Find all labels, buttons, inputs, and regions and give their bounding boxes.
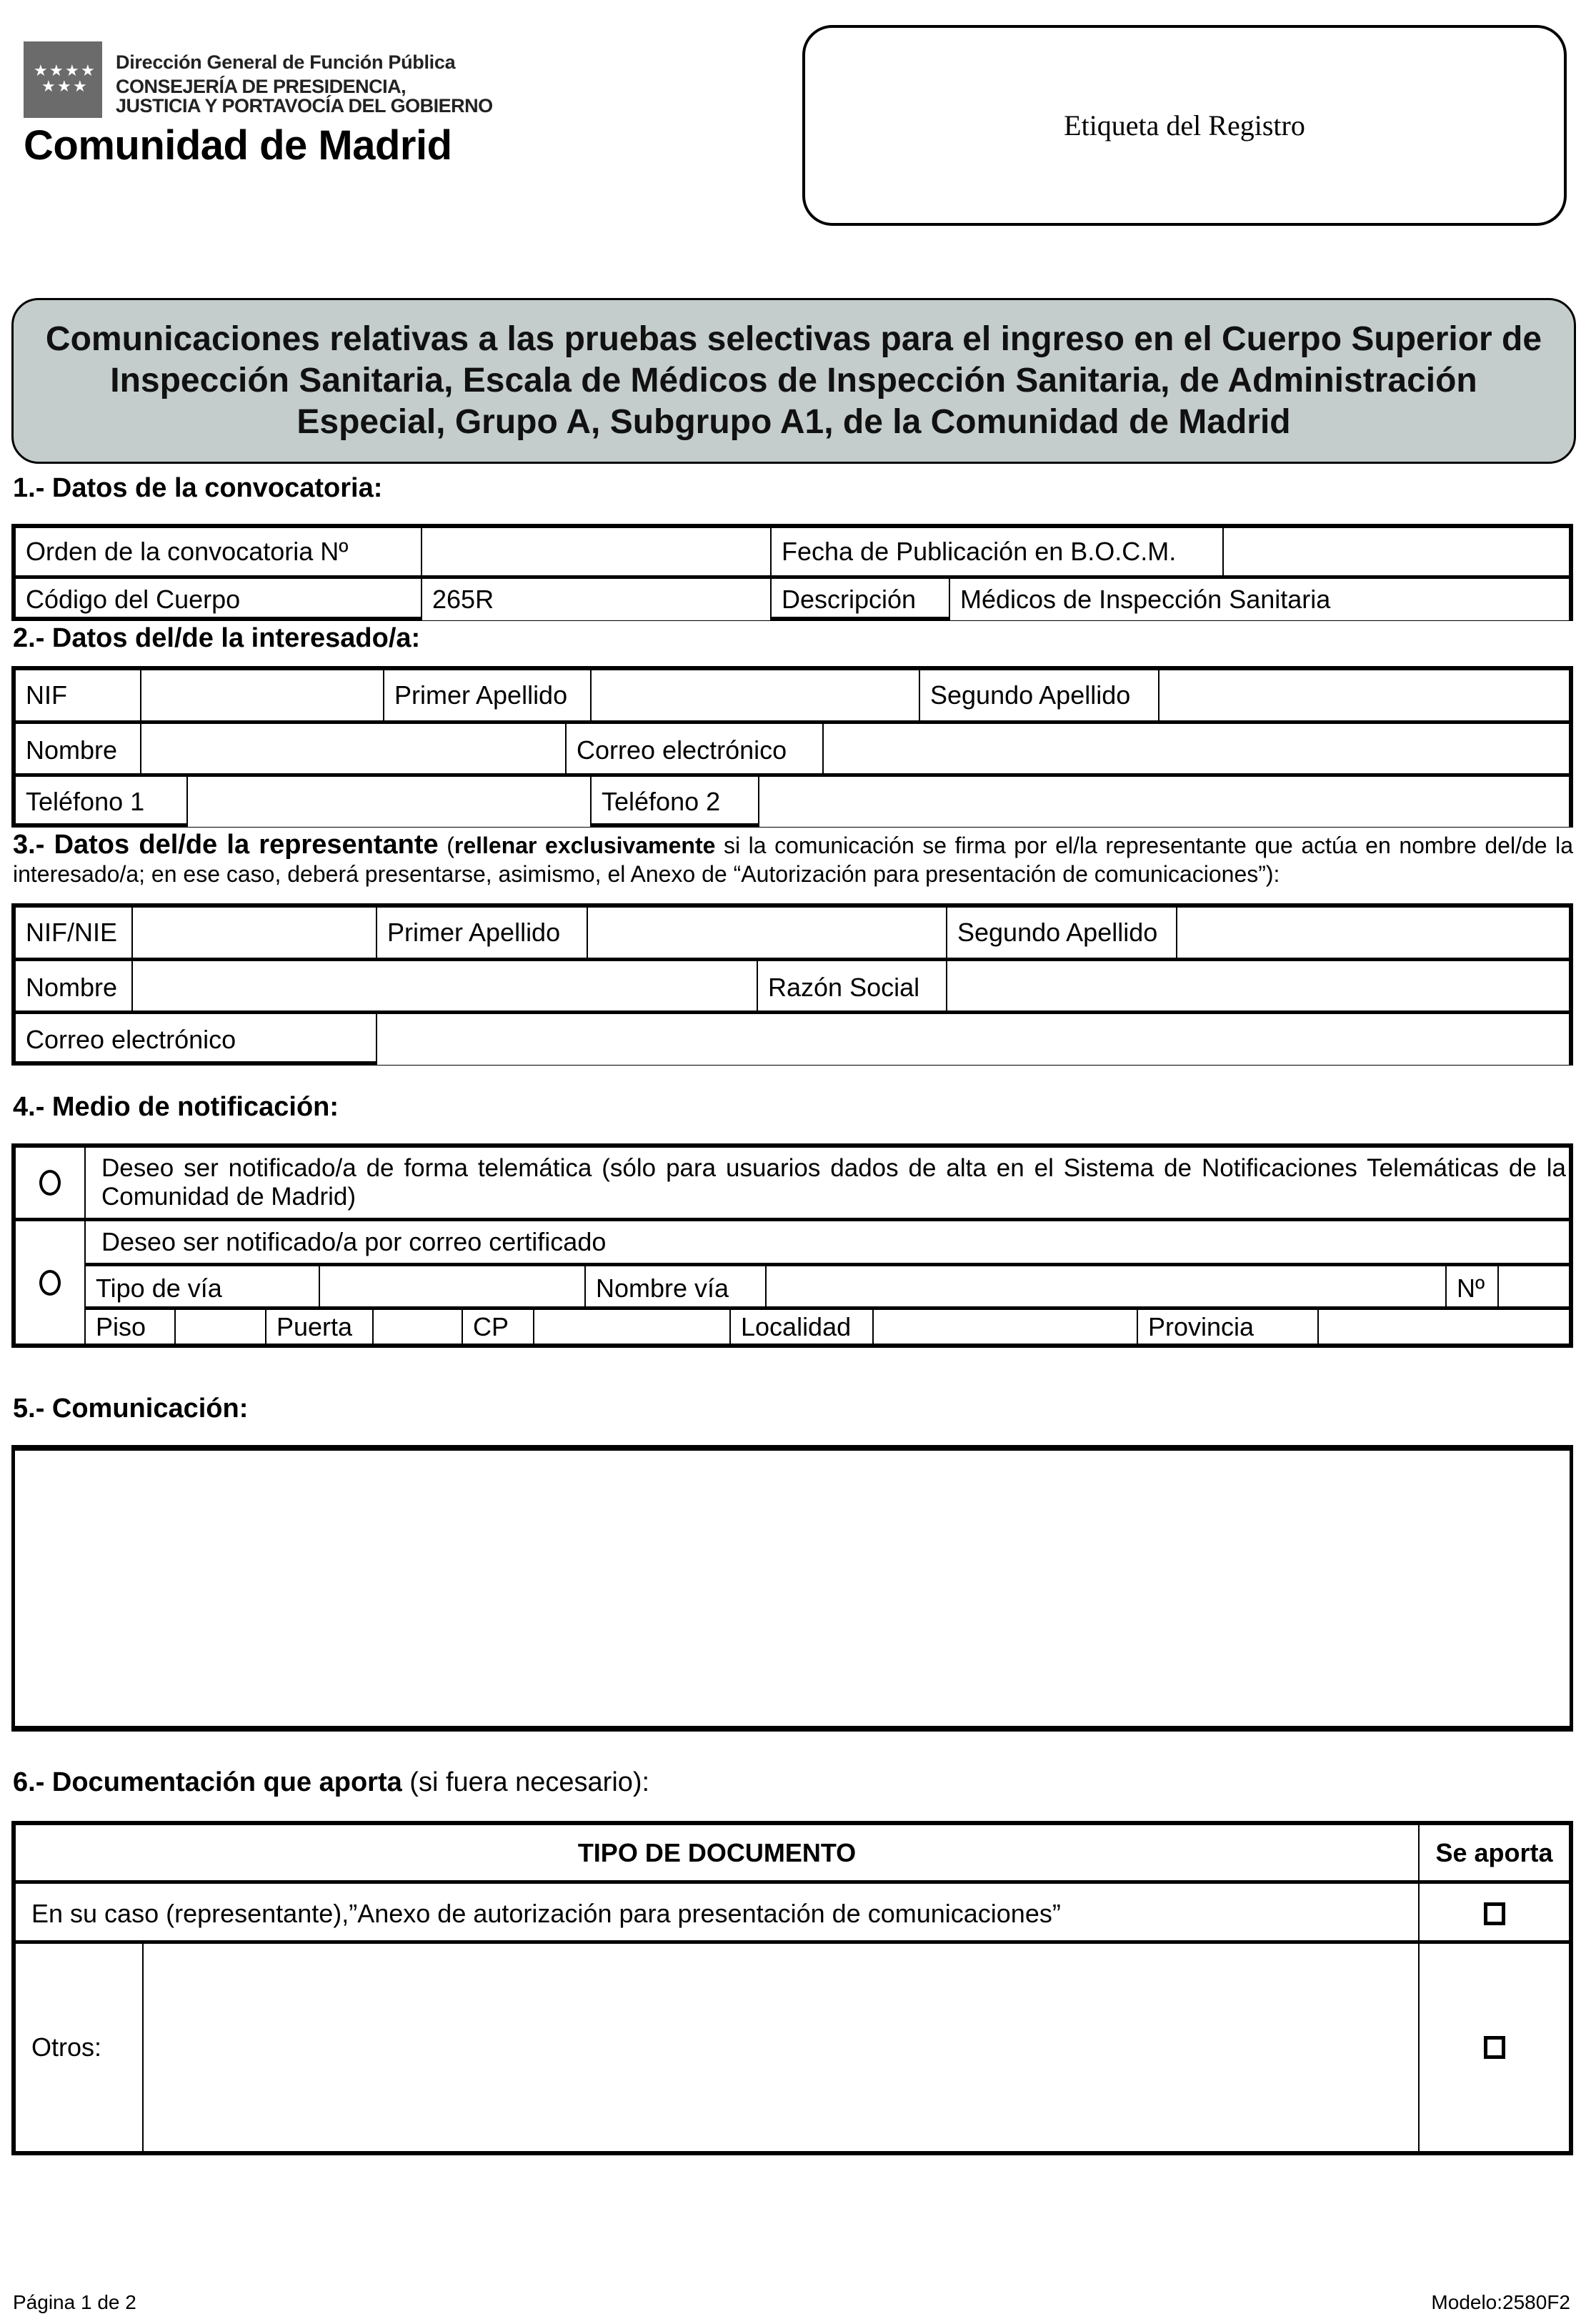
piso-input[interactable] <box>174 1310 265 1344</box>
rep-primer-apellido-input[interactable] <box>587 908 946 958</box>
section3-note-paren: ( <box>447 833 454 858</box>
logo-ministry <box>116 77 493 116</box>
fecha-input[interactable] <box>1222 528 1569 575</box>
section6-heading-bold: 6.- Documentación que aporta <box>13 1767 402 1797</box>
star-icon: ★ <box>41 77 56 95</box>
rep-segundo-apellido-label: Segundo Apellido <box>946 908 1176 958</box>
section1-table <box>11 524 1573 621</box>
checkbox-anexo[interactable] <box>1484 1902 1505 1925</box>
orden-input[interactable] <box>421 528 770 575</box>
codigo-label: Código del Cuerpo <box>26 585 241 614</box>
codigo-input[interactable]: 265R <box>421 579 770 620</box>
rep-nombre-input[interactable] <box>131 961 757 1014</box>
correo-label: Correo electrónico <box>565 724 822 777</box>
section3-note: si la comunicación se firma por el/la representante que actúa en nombre del/de la interesado/a; en ese caso, deberá presentarse, asimismo, el Anexo de “Autorización para presentación de comunicaciones”): <box>13 833 1574 887</box>
nombre-via-input[interactable] <box>765 1266 1445 1310</box>
logo-stars-emblem <box>24 41 102 118</box>
puerta-input[interactable] <box>372 1310 462 1344</box>
section3-row1 <box>16 908 1569 958</box>
cp-label: CP <box>462 1310 533 1344</box>
section2-row3 <box>16 773 1569 827</box>
nif-input[interactable] <box>140 670 383 720</box>
doc-row-anexo <box>16 1880 1569 1944</box>
registry-label: Etiqueta del Registro <box>1064 109 1305 141</box>
section2-table <box>11 666 1573 828</box>
col-tipo-documento: TIPO DE DOCUMENTO <box>577 1837 857 1867</box>
section3-row3 <box>16 1010 1569 1065</box>
telefono2-input[interactable] <box>758 777 1569 827</box>
star-icon: ★ <box>34 61 48 79</box>
provincia-input[interactable] <box>1317 1310 1569 1344</box>
provincia-label: Provincia <box>1137 1310 1317 1344</box>
rep-nif-input[interactable] <box>131 908 376 958</box>
nombre-label: Nombre <box>26 735 118 765</box>
localidad-label: Localidad <box>729 1310 872 1344</box>
option-telematica-label: Deseo ser notificado/a de forma telemática (sólo para usuarios dados de alta en el Sistema de Notificaciones Telemáticas de la Comunidad de Madrid) <box>84 1148 1569 1218</box>
section2-row1 <box>16 670 1569 720</box>
logo-comunidad-de-madrid: Comunidad de Madrid <box>24 122 452 169</box>
doc-otros-input[interactable] <box>142 1944 1418 2151</box>
doc-anexo-label: En su caso (representante),”Anexo de autorización para presentación de comunicaciones” <box>31 1899 1061 1928</box>
form-title-box <box>11 298 1576 464</box>
rep-correo-label: Correo electrónico <box>26 1024 236 1054</box>
checkbox-otros[interactable] <box>1484 2036 1505 2059</box>
model-number: Modelo:2580F2 <box>1431 2291 1570 2313</box>
localidad-input[interactable] <box>872 1310 1137 1344</box>
star-icon: ★ <box>57 77 71 95</box>
section3-heading <box>13 830 1573 888</box>
form-title: Comunicaciones relativas a las pruebas selectivas para el ingreso en el Cuerpo Superior de Inspección Sanitaria, Escala de Médicos de Inspección Sanitaria, de Administración Especial, Grupo A, Subgrupo A1, de la Comunidad de Madrid <box>45 320 1542 441</box>
option-telematica-radio-cell[interactable] <box>16 1148 84 1218</box>
doc-anexo-checkbox-cell[interactable] <box>1418 1884 1569 1944</box>
nombre-via-label: Nombre vía <box>584 1266 765 1310</box>
nif-label: NIF <box>26 680 67 710</box>
star-icon: ★ <box>65 61 79 79</box>
numero-input[interactable] <box>1497 1266 1569 1310</box>
rep-nif-label: NIF/NIE <box>26 918 118 947</box>
rep-primer-apellido-label: Primer Apellido <box>376 908 587 958</box>
tipo-via-input[interactable] <box>319 1266 584 1310</box>
razon-social-label: Razón Social <box>757 961 946 1014</box>
rep-nombre-label: Nombre <box>26 973 118 1002</box>
puerta-label: Puerta <box>265 1310 372 1344</box>
section4-heading: 4.- Medio de notificación: <box>13 1092 339 1122</box>
nombre-input[interactable] <box>140 724 565 777</box>
numero-label: Nº <box>1445 1266 1497 1310</box>
address-row1 <box>84 1263 1569 1310</box>
tipo-via-label: Tipo de vía <box>84 1266 319 1310</box>
fecha-label: Fecha de Publicación en B.O.C.M. <box>770 528 1222 575</box>
section5-heading: 5.- Comunicación: <box>13 1394 249 1424</box>
piso-label: Piso <box>84 1310 174 1344</box>
section4-table <box>11 1143 1573 1348</box>
section1-row2 <box>16 575 1569 620</box>
section6-heading-note: (si fuera necesario): <box>402 1767 650 1797</box>
descripcion-input[interactable]: Médicos de Inspección Sanitaria <box>949 579 1569 620</box>
doc-otros-checkbox-cell[interactable] <box>1418 1944 1569 2151</box>
section3-title: 3.- Datos del/de la representante <box>13 830 439 860</box>
section2-heading: 2.- Datos del/de la interesado/a: <box>13 623 421 653</box>
section2-row2 <box>16 720 1569 777</box>
logo-ministry-line2: JUSTICIA Y PORTAVOCÍA DEL GOBIERNO <box>116 95 493 116</box>
page-number: Página 1 de 2 <box>13 2291 136 2313</box>
telefono1-input[interactable] <box>186 777 590 827</box>
col-se-aporta: Se aporta <box>1418 1825 1569 1880</box>
cp-input[interactable] <box>533 1310 729 1344</box>
primer-apellido-label: Primer Apellido <box>383 670 590 720</box>
section3-note-bold: rellenar exclusivamente <box>454 833 716 858</box>
razon-social-input[interactable] <box>946 961 1569 1014</box>
segundo-apellido-label: Segundo Apellido <box>919 670 1158 720</box>
section1-row1 <box>16 528 1569 575</box>
option-correo-row <box>84 1221 1569 1263</box>
descripcion-label: Descripción <box>770 579 949 620</box>
option-correo-radio-cell[interactable] <box>16 1221 84 1344</box>
address-row2 <box>84 1306 1569 1344</box>
section3-table <box>11 903 1573 1066</box>
address-block <box>84 1221 1569 1344</box>
rep-segundo-apellido-input[interactable] <box>1176 908 1569 958</box>
orden-label: Orden de la convocatoria Nº <box>26 537 349 566</box>
doc-table-header <box>16 1825 1569 1880</box>
telefono2-label: Teléfono 2 <box>590 777 758 827</box>
section6-heading <box>13 1767 649 1798</box>
section6-table <box>11 1821 1573 2155</box>
correo-input[interactable] <box>822 724 1569 777</box>
star-icon: ★ <box>49 61 64 79</box>
section3-row2 <box>16 958 1569 1014</box>
primer-apellido-input[interactable] <box>590 670 919 720</box>
radio-correo-certificado[interactable] <box>39 1270 61 1296</box>
star-icon: ★ <box>81 61 95 79</box>
section1-heading: 1.- Datos de la convocatoria: <box>13 473 383 503</box>
rep-correo-input[interactable] <box>376 1014 1569 1065</box>
segundo-apellido-input[interactable] <box>1158 670 1569 720</box>
doc-otros-label: Otros: <box>31 2032 102 2062</box>
radio-telematica[interactable] <box>39 1170 61 1196</box>
telefono1-label: Teléfono 1 <box>26 787 145 816</box>
logo-ministry-line1: CONSEJERÍA DE PRESIDENCIA, <box>116 76 407 97</box>
option-correo-label: Deseo ser notificado/a por correo certificado <box>84 1221 1569 1263</box>
registry-stamp-box <box>802 25 1567 226</box>
logo-directorate: Dirección General de Función Pública <box>116 51 456 73</box>
doc-row-otros <box>16 1940 1569 2151</box>
option-telematica-row <box>16 1148 1569 1218</box>
option-correo-block <box>16 1218 1569 1344</box>
comunicacion-textarea[interactable] <box>11 1445 1573 1732</box>
star-icon: ★ <box>73 77 87 95</box>
